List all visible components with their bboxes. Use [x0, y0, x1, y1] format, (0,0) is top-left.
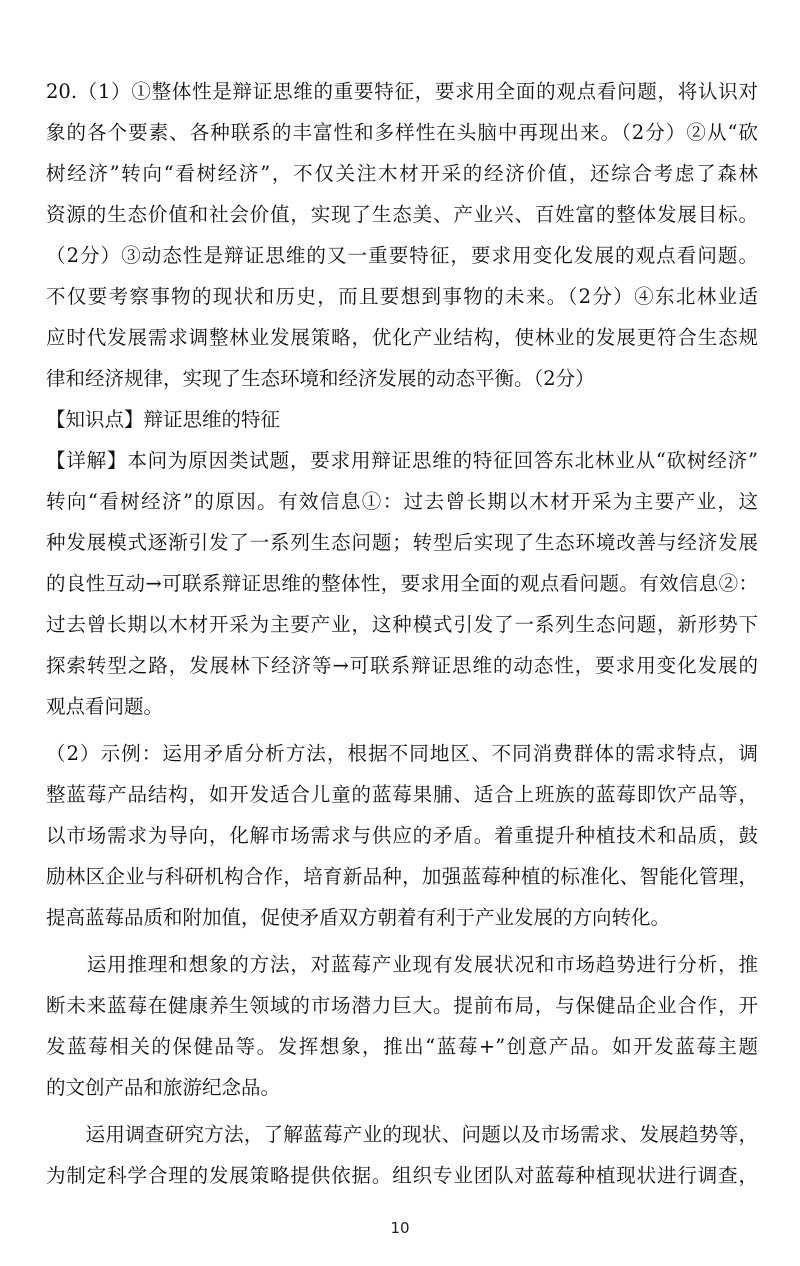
text-line: 律和经济规律，实现了生态环境和经济发展的动态平衡。（2分）: [46, 367, 595, 390]
text-line: 种发展模式逐渐引发了一系列生态问题；转型后实现了生态环境改善与经济发展: [46, 531, 758, 554]
text-line: 的良性互动→可联系辩证思维的整体性，要求用全面的观点看问题。有效信息②：: [46, 572, 758, 595]
text-line: 资源的生态价值和社会价值，实现了生态美、产业兴、百姓富的整体发展目标。: [46, 203, 758, 226]
knowledge-point-heading: 【知识点】辩证思维的特征: [46, 408, 281, 431]
text-line: 探索转型之路，发展林下经济等→可联系辩证思维的动态性，要求用变化发展的: [46, 654, 758, 677]
text-line: 【详解】本问为原因类试题，要求用辩证思维的特征回答东北林业从“砍树经济”: [46, 449, 758, 472]
text-line: 树经济”转向“看树经济”，不仅关注木材开采的经济价值，还综合考虑了森林: [46, 162, 758, 185]
text-line: 运用调查研究方法，了解蓝莓产业的现状、问题以及市场需求、发展趋势等，: [46, 1123, 758, 1146]
text-line: 转向“看树经济”的原因。有效信息①：过去曾长期以木材开采为主要产业，这: [46, 490, 758, 513]
text-line: 发蓝莓相关的保健品等。发挥想象，推出“蓝莓+”创意产品。如开发蓝莓主题: [46, 1035, 758, 1058]
text-line: 的文创产品和旅游纪念品。: [46, 1076, 281, 1099]
text-line: 应时代发展需求调整林业发展策略，优化产业结构，使林业的发展更符合生态规: [46, 326, 758, 349]
text-line: 象的各个要素、各种联系的丰富性和多样性在头脑中再现出来。（2分）②从“砍: [46, 121, 758, 144]
text-line: 不仅要考察事物的现状和历史，而且要想到事物的未来。（2分）④东北林业适: [46, 285, 758, 308]
text-line: （2分）③动态性是辩证思维的又一重要特征，要求用变化发展的观点看问题。: [46, 244, 758, 267]
text-line: 20.（1）①整体性是辩证思维的重要特征，要求用全面的观点看问题，将认识对: [46, 80, 758, 103]
text-line: 断未来蓝莓在健康养生领域的市场潜力巨大。提前布局，与保健品企业合作，开: [46, 994, 758, 1017]
text-line: 励林区企业与科研机构合作，培育新品种，加强蓝莓种植的标准化、智能化管理，: [46, 865, 758, 888]
text-line: （2）示例：运用矛盾分析方法，根据不同地区、不同消费群体的需求特点，调: [46, 742, 758, 765]
text-line: 以市场需求为导向，化解市场需求与供应的矛盾。着重提升种植技术和品质，鼓: [46, 824, 758, 847]
text-line: 运用推理和想象的方法，对蓝莓产业现有发展状况和市场趋势进行分析，推: [46, 953, 758, 976]
text-line: 整蓝莓产品结构，如开发适合儿童的蓝莓果脯、适合上班族的蓝莓即饮产品等，: [46, 783, 758, 806]
text-line: 提高蓝莓品质和附加值，促使矛盾双方朝着有利于产业发展的方向转化。: [46, 906, 671, 929]
text-line: 观点看问题。: [46, 695, 164, 718]
text-line: 为制定科学合理的发展策略提供依据。组织专业团队对蓝莓种植现状进行调查，: [46, 1164, 758, 1187]
page-number: 10: [390, 1219, 410, 1237]
text-line: 过去曾长期以木材开采为主要产业，这种模式引发了一系列生态问题，新形势下: [46, 613, 758, 636]
